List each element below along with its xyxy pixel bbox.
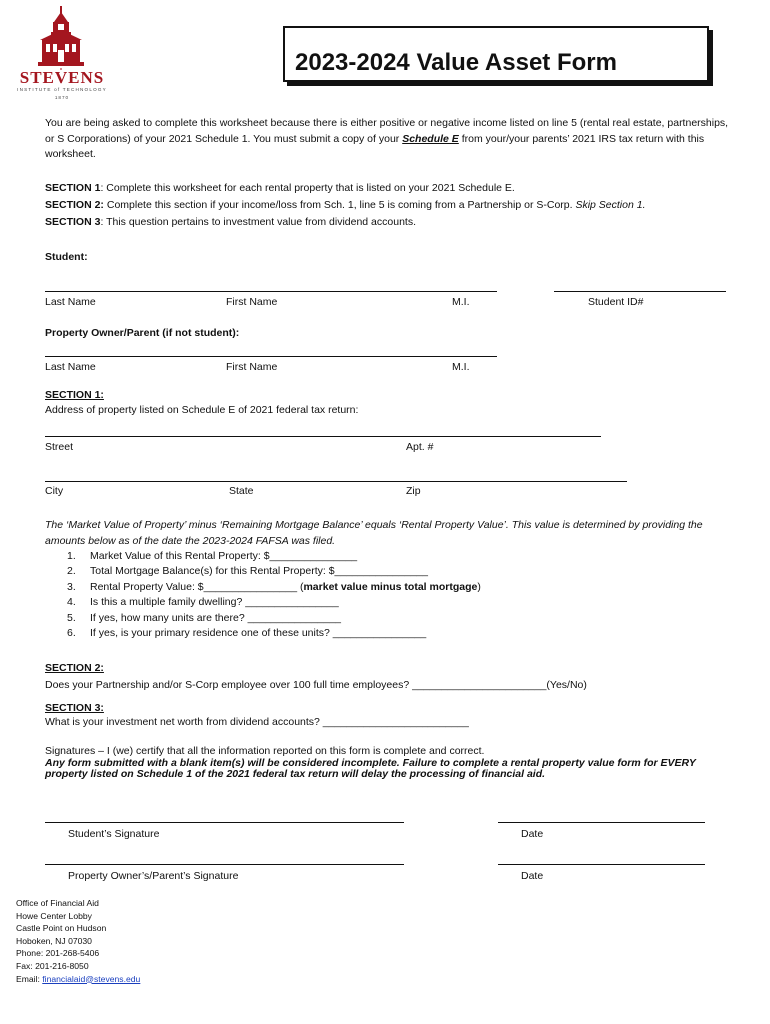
list-item: 3. Rental Property Value: $________________ (market value minus total mortgage) — [67, 580, 481, 593]
logo-wordmark: STEVENS — [19, 68, 105, 87]
state-label: State — [229, 485, 254, 497]
section2-summary — [45, 199, 646, 211]
list-item: 5. If yes, how many units are there? ________________ — [67, 611, 342, 624]
office-building: Howe Center Lobby — [16, 910, 92, 921]
castle-tower-icon — [12, 6, 112, 70]
multi-family-field[interactable]: Is this a multiple family dwelling? ________________ — [90, 596, 339, 609]
office-fax: Fax: 201-216-8050 — [16, 960, 89, 971]
office-name: Office of Financial Aid — [16, 898, 99, 908]
list-item: 6. If yes, is your primary residence one of these units? ________________ — [67, 627, 427, 640]
student-heading: Student: — [45, 251, 88, 263]
owner-name-line[interactable] — [45, 356, 497, 357]
incomplete-warning: Any form submitted with a blank item(s) will be considered incomplete. Failure to complete a rental property value form for EVERY property listed on Schedule 1 of the 2021 federal tax return will delay the processing of financial aid. — [45, 757, 696, 780]
street-line[interactable] — [45, 436, 601, 437]
address-prompt: Address of property listed on Schedule E of 2021 federal tax return: — [45, 404, 359, 416]
section3-heading: SECTION 3: — [45, 702, 104, 714]
logo-year: 1870 — [54, 95, 70, 100]
contact-block — [16, 897, 140, 985]
mortgage-balance-field[interactable]: Total Mortgage Balance(s) for this Rental Property: $________________ — [90, 565, 428, 578]
student-signature-label: Student’s Signature — [68, 828, 160, 840]
list-item: 1. Market Value of this Rental Property: $_______________ — [67, 550, 358, 562]
office-city: Hoboken, NJ 07030 — [16, 935, 92, 946]
owner-heading: Property Owner/Parent (if not student): — [45, 327, 240, 339]
list-item: 4. Is this a multiple family dwelling? ________________ — [67, 596, 339, 609]
page-title: 2023-2024 Value Asset Form — [295, 49, 617, 76]
student-date-label: Date — [521, 828, 544, 840]
certify-statement: Signatures – I (we) certify that all the information reported on this form is complete and correct. — [45, 745, 485, 757]
section-label: SECTION 1 — [45, 182, 101, 194]
market-value-field[interactable]: Market Value of this Rental Property: $_______________ — [90, 550, 358, 562]
owner-signature-line[interactable] — [45, 864, 404, 865]
street-label: Street — [45, 441, 74, 453]
student-name-line[interactable] — [45, 291, 497, 292]
owner-date-label: Date — [521, 870, 544, 882]
intro-text: You are being asked to complete this worksheet because there is either positive or negative income listed on line 5 (rental real estate, partnerships, or S Corporations) of your 2021 Schedule 1. You must submit a copy of your — [45, 117, 729, 145]
logo-subtitle: INSTITUTE of TECHNOLOGY — [17, 87, 107, 92]
owner-mi-label: M.I. — [452, 361, 470, 373]
zip-label: Zip — [406, 485, 421, 497]
section-text: Complete this section if your income/loss from Sch. 1, line 5 is coming from a Partnership or S-Corp. — [103, 199, 576, 211]
student-mi-label: M.I. — [452, 296, 470, 308]
employee-count-question[interactable]: Does your Partnership and/or S-Corp employee over 100 full time employees? _______________________(Yes/No) — [45, 679, 587, 691]
section1-heading: SECTION 1: — [45, 389, 104, 401]
stevens-logo — [12, 6, 112, 98]
owner-date-line[interactable] — [498, 864, 705, 865]
rental-value-note: market value minus total mortgage — [303, 580, 478, 593]
section-label: SECTION 2: — [45, 199, 104, 211]
intro-paragraph — [45, 116, 735, 163]
student-id-line[interactable] — [554, 291, 726, 292]
schedule-e-emphasis: Schedule E — [402, 132, 459, 145]
title-box — [283, 26, 709, 82]
owner-last-name-label: Last Name — [45, 361, 96, 373]
student-signature-line[interactable] — [45, 822, 404, 823]
units-count-field[interactable]: If yes, how many units are there? ________________ — [90, 611, 342, 624]
city-label: City — [45, 485, 64, 497]
student-last-name-label: Last Name — [45, 296, 96, 308]
owner-signature-label: Property Owner’s/Parent’s Signature — [68, 870, 239, 882]
owner-first-name-label: First Name — [226, 361, 278, 373]
rental-value-field[interactable]: Rental Property Value: $________________ ( — [90, 580, 304, 593]
student-date-line[interactable] — [498, 822, 705, 823]
section1-summary — [45, 182, 515, 194]
section1-items — [67, 549, 481, 641]
section-text: : Complete this worksheet for each rental property that is listed on your 2021 Schedule E. — [100, 182, 515, 194]
primary-residence-field[interactable]: If yes, is your primary residence one of these units? ________________ — [90, 627, 427, 640]
section-text: : This question pertains to investment value from dividend accounts. — [100, 216, 416, 228]
office-street: Castle Point on Hudson — [16, 923, 107, 934]
email-link[interactable]: financialaid@stevens.edu — [42, 973, 141, 984]
student-first-name-label: First Name — [226, 296, 278, 308]
office-email: Email: financialaid@stevens.edu — [16, 973, 141, 984]
section2-heading: SECTION 2: — [45, 662, 104, 674]
net-worth-question[interactable]: What is your investment net worth from dividend accounts? _________________________ — [45, 716, 469, 728]
apt-label: Apt. # — [406, 441, 434, 453]
section3-summary — [45, 216, 416, 228]
section-note: Skip Section 1. — [575, 199, 646, 211]
intro-text-end: from your/your parents’ 2021 IRS tax return with this worksheet. — [45, 132, 705, 160]
student-id-label: Student ID# — [588, 296, 644, 308]
section-label: SECTION 3 — [45, 216, 101, 228]
city-line[interactable] — [45, 481, 627, 482]
value-explanation: The ‘Market Value of Property’ minus ‘Remaining Mortgage Balance’ equals ‘Rental Property Value’. This value is determined by providing the amounts below as of the date the 2023-2024 FAFSA was filed. — [45, 519, 703, 547]
office-phone: Phone: 201-268-5406 — [16, 948, 100, 959]
list-item: 2. Total Mortgage Balance(s) for this Rental Property: $________________ — [67, 565, 428, 578]
